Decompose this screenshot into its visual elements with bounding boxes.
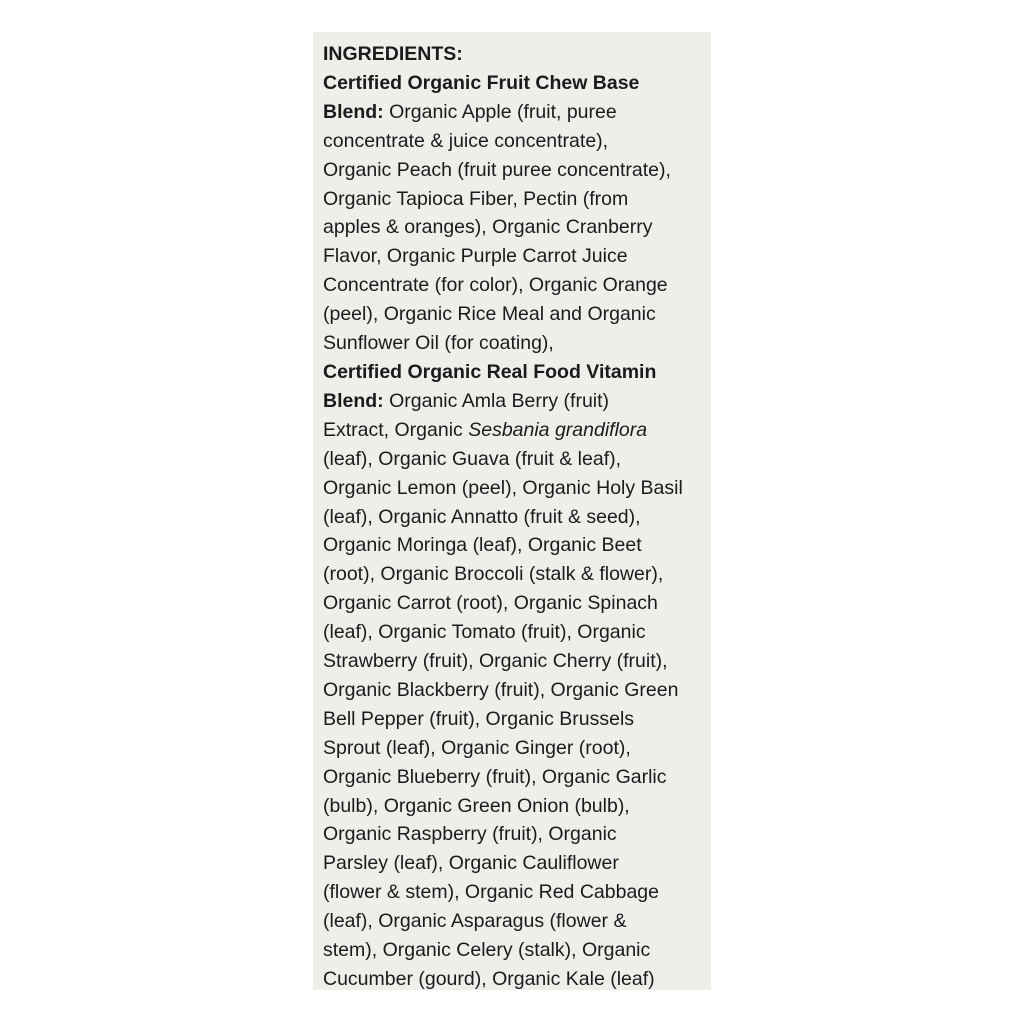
ingredient-text: Cucumber (gourd), Organic Kale (leaf) — [323, 968, 655, 990]
ingredient-text: Organic Lemon (peel), Organic Holy Basil — [323, 476, 683, 499]
ingredient-text: Organic Peach (fruit puree concentrate), — [323, 158, 671, 181]
ingredient-line — [323, 676, 711, 705]
ingredients-heading: INGREDIENTS: — [323, 43, 463, 65]
ingredients-text — [323, 69, 711, 994]
ingredient-line — [323, 445, 711, 474]
ingredient-text: Bell Pepper (fruit), Organic Brussels — [323, 707, 635, 730]
ingredient-line — [323, 416, 711, 445]
ingredient-text: (leaf), Organic Asparagus (flower & — [323, 910, 627, 933]
ingredient-line — [323, 300, 711, 329]
ingredient-line — [323, 936, 711, 965]
ingredient-line — [323, 98, 711, 127]
ingredient-text: (root), Organic Broccoli (stalk & flower), — [323, 563, 664, 586]
ingredient-line — [323, 734, 711, 763]
ingredient-text: (leaf), Organic Guava (fruit & leaf), — [323, 447, 622, 470]
ingredient-line — [323, 531, 711, 560]
ingredient-line — [323, 705, 711, 734]
ingredient-text: Sunflower Oil (for coating), — [323, 332, 554, 355]
ingredient-text: (peel), Organic Rice Meal and Organic — [323, 303, 656, 326]
ingredient-text: Organic Blueberry (fruit), Organic Garlic — [323, 765, 667, 788]
ingredient-text: Extract, Organic — [323, 418, 469, 441]
ingredient-line — [323, 329, 711, 358]
ingredient-text: Sprout (leaf), Organic Ginger (root), — [323, 736, 631, 759]
ingredient-line — [323, 127, 711, 156]
ingredient-text: concentrate & juice concentrate), — [323, 129, 609, 152]
ingredient-line — [323, 474, 711, 503]
ingredient-line — [323, 820, 711, 849]
ingredient-text: Sesbania grandiflora — [468, 418, 648, 441]
ingredient-text: Strawberry (fruit), Organic Cherry (fruit), — [323, 650, 668, 673]
ingredient-text: Parsley (leaf), Organic Cauliflower — [323, 852, 619, 875]
ingredient-line — [323, 647, 711, 676]
section-label: Certified Organic Real Food Vitamin — [323, 360, 657, 383]
ingredient-line — [323, 387, 711, 416]
ingredient-text: Organic Moringa (leaf), Organic Beet — [323, 534, 642, 557]
ingredient-text: (bulb), Organic Green Onion (bulb), — [323, 794, 630, 817]
ingredient-text: Organic Carrot (root), Organic Spinach — [323, 592, 658, 615]
ingredient-text: (leaf), Organic Tomato (fruit), Organic — [323, 621, 646, 644]
ingredient-line — [323, 503, 711, 532]
ingredient-line — [323, 763, 711, 792]
ingredients-label — [313, 32, 711, 990]
ingredient-line — [323, 213, 711, 242]
ingredient-text: stem), Organic Celery (stalk), Organic — [323, 939, 651, 962]
ingredient-text: Flavor, Organic Purple Carrot Juice — [323, 245, 628, 268]
ingredient-line — [323, 156, 711, 185]
ingredient-text: Organic Apple (fruit, puree — [383, 100, 617, 123]
ingredient-line — [323, 589, 711, 618]
section-label: Certified Organic Fruit Chew Base — [323, 71, 640, 94]
ingredient-line — [323, 358, 711, 387]
ingredient-text: Organic Raspberry (fruit), Organic — [323, 823, 617, 846]
ingredient-line — [323, 849, 711, 878]
ingredient-line — [323, 242, 711, 271]
section-label: Blend: — [323, 389, 384, 412]
ingredient-line — [323, 965, 711, 994]
ingredient-text: (flower & stem), Organic Red Cabbage — [323, 881, 659, 904]
section-label: Blend: — [323, 100, 384, 123]
ingredient-line — [323, 271, 711, 300]
ingredient-text: apples & oranges), Organic Cranberry — [323, 216, 653, 239]
ingredient-text: Organic Blackberry (fruit), Organic Green — [323, 678, 679, 701]
ingredient-line — [323, 69, 711, 98]
ingredient-line — [323, 618, 711, 647]
ingredient-text: Organic Amla Berry (fruit) — [383, 389, 610, 412]
ingredient-line — [323, 560, 711, 589]
ingredient-text: Organic Tapioca Fiber, Pectin (from — [323, 187, 629, 210]
ingredient-text: Concentrate (for color), Organic Orange — [323, 274, 668, 297]
ingredient-line — [323, 185, 711, 214]
ingredient-line — [323, 907, 711, 936]
ingredient-line — [323, 792, 711, 821]
ingredient-line — [323, 878, 711, 907]
ingredient-text: (leaf), Organic Annatto (fruit & seed), — [323, 505, 641, 528]
